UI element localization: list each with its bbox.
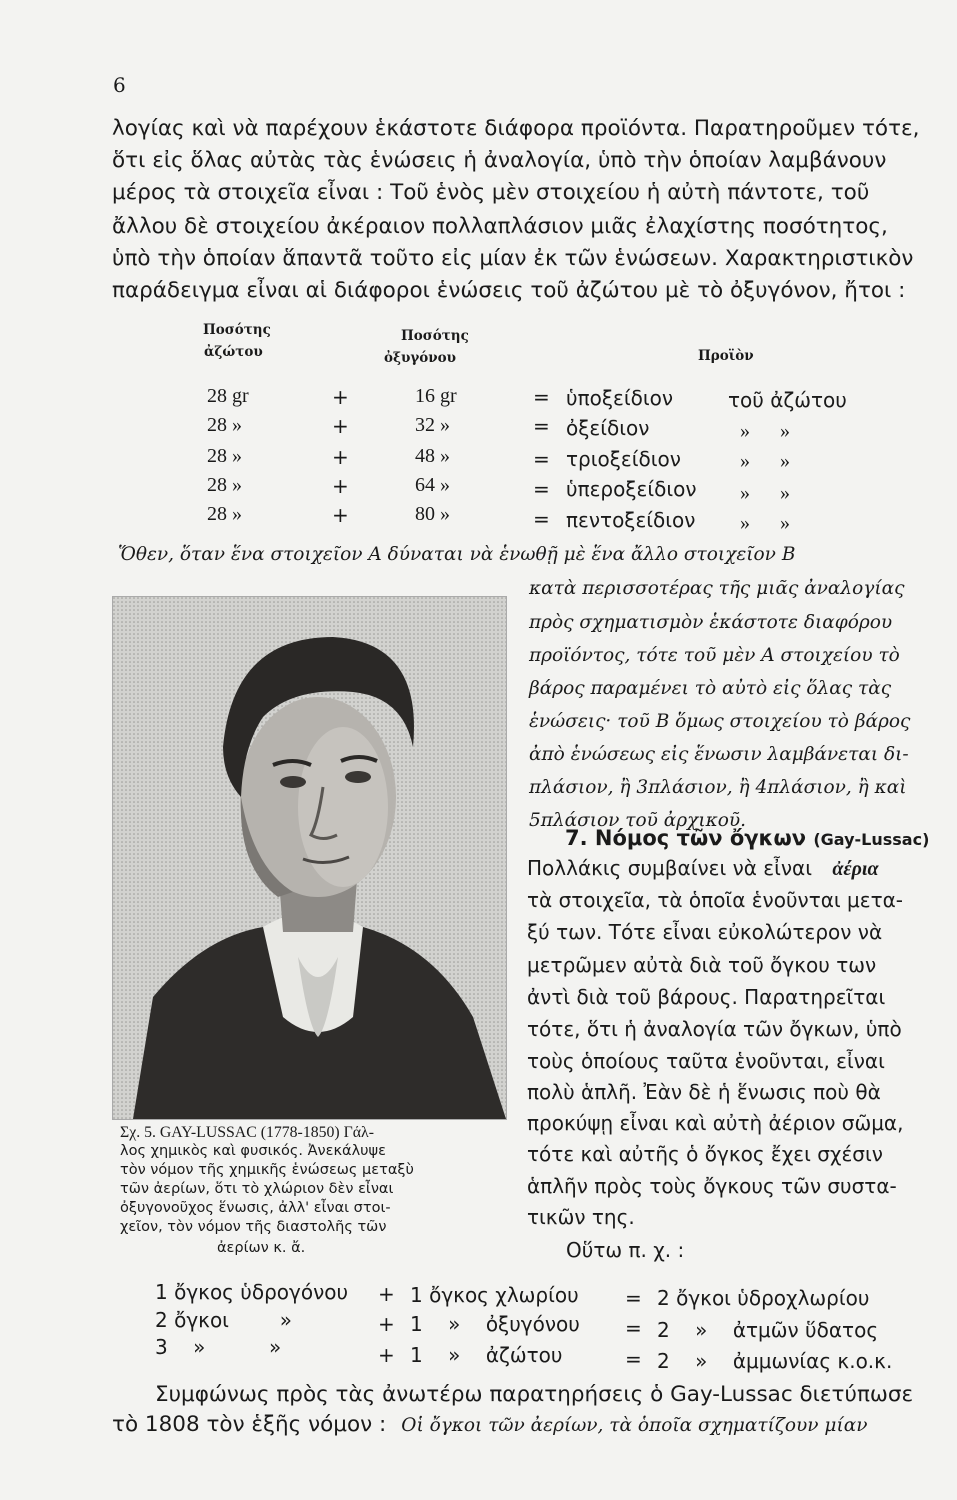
cell-plus: + — [332, 385, 349, 409]
section-line: Οὕτω π. χ. : — [566, 1238, 685, 1262]
section-line: τοὺς ὁποίους ταῦτα ἑνοῦνται, εἶναι — [527, 1049, 885, 1073]
cell-equals: = — [533, 507, 550, 531]
cell-plus: + — [378, 1312, 395, 1336]
intro-line: μέρος τὰ στοιχεῖα εἶναι : Τοῦ ἑνὸς μὲν στοιχείου ἡ αὐτὴ πάντοτε, τοῦ — [112, 180, 870, 205]
cell-a: 2 ὄγκοι » — [155, 1308, 293, 1332]
intro-line: ὅτι εἰς ὅλας αὐτὰς τὰς ἑνώσεις ἡ ἀναλογία, ὑπὸ τὴν ὁποίαν λαμβάνουν — [112, 148, 887, 173]
cell-nitrogen: 28 » — [207, 474, 242, 496]
header-oxygen-1: Ποσότης — [401, 328, 469, 344]
page-number: 6 — [113, 73, 126, 97]
cell-product: τριοξείδιον — [566, 447, 681, 471]
cell-product: πεντοξείδιον — [566, 508, 696, 532]
cell-equals: = — [533, 447, 550, 471]
section-line: ξύ των. Τότε εἶναι εὐκολώτερον νὰ — [527, 920, 883, 944]
intro-line: ἄλλου δὲ στοιχείου ἀκέραιον πολλαπλάσιον μιᾶς ἐλαχίστης ποσότητος, — [112, 214, 888, 239]
caption-line: ἀερίων κ. ἄ. — [217, 1240, 306, 1256]
section-title: Νόμος τῶν ὄγκων — [594, 826, 807, 850]
cell-oxygen: 64 » — [415, 474, 450, 496]
cell-nitrogen: 28 » — [207, 414, 242, 436]
cell-product: ὑποξείδιον — [566, 386, 673, 410]
section-heading — [565, 826, 929, 850]
italic-line: βάρος παραμένει τὸ αὐτὸ εἰς ὅλας τὰς — [529, 678, 892, 699]
italic-line: 5πλάσιον τοῦ ἀρχικοῦ. — [529, 810, 747, 831]
cell-of: τοῦ ἀζώτου — [728, 388, 847, 412]
section-line-text: Πολλάκις συμβαίνει νὰ εἶναι — [527, 856, 812, 880]
cell-equals: = — [533, 477, 550, 501]
cell-of: » » — [740, 512, 790, 534]
cell-b: 1 » ἀζώτου — [410, 1343, 563, 1367]
cell-plus: + — [378, 1282, 395, 1306]
cell-b: 1 » ὀξυγόνου — [410, 1312, 580, 1336]
section-line: τικῶν της. — [527, 1205, 635, 1229]
italic-line: πλάσιον, ἢ 3πλάσιον, ἢ 4πλάσιον, ἢ καὶ — [529, 777, 907, 798]
cell-of: » » — [740, 420, 790, 442]
section-line: τότε καὶ αὐτῆς ὁ ὄγκος ἔχει σχέσιν — [527, 1142, 883, 1166]
cell-oxygen: 32 » — [415, 414, 450, 436]
section-line: πολὺ ἁπλῆ. Ἐὰν δὲ ἡ ἕνωσις ποὺ θὰ — [527, 1080, 881, 1104]
header-nitrogen-2: ἀζώτου — [204, 344, 263, 360]
section-number: 7. — [565, 826, 588, 850]
cell-equals: = — [533, 414, 550, 438]
header-nitrogen-1: Ποσότης — [203, 322, 271, 338]
cell-of: » » — [740, 482, 790, 504]
cell-equals: = — [625, 1316, 642, 1340]
closing-line-start: τὸ 1808 τὸν ἑξῆς νόμον : — [112, 1412, 387, 1437]
cell-plus: + — [332, 474, 349, 498]
cell-of: » » — [740, 450, 790, 472]
section-emphasis: ἀέρια — [832, 858, 879, 880]
cell-product: ὀξείδιον — [566, 416, 650, 440]
cell-product: ὑπεροξείδιον — [566, 477, 697, 501]
cell-c: 2 » ἀμμωνίας κ.ο.κ. — [657, 1349, 893, 1373]
cell-equals: = — [625, 1286, 642, 1310]
caption-line: λος χημικὸς καὶ φυσικός. Ἀνεκάλυψε — [120, 1143, 386, 1159]
portrait-engraving — [113, 597, 506, 1119]
cell-oxygen: 48 » — [415, 445, 450, 467]
cell-equals: = — [533, 385, 550, 409]
italic-line: πρὸς σχηματισμὸν ἑκάστοτε διαφόρου — [529, 612, 893, 633]
cell-plus: + — [332, 414, 349, 438]
caption-line: τῶν ἀερίων, ὅτι τὸ χλώριον δὲν εἶναι — [120, 1181, 394, 1197]
section-author: (Gay-Lussac) — [813, 830, 930, 849]
intro-line: ὑπὸ τὴν ὁποίαν ἅπαντᾶ τοῦτο εἰς μίαν ἐκ τῶν ἑνώσεων. Χαρακτηριστικὸν — [112, 246, 914, 271]
cell-plus: + — [332, 503, 349, 527]
caption-line: τὸν νόμον τῆς χημικῆς ἑνώσεως μεταξὺ — [120, 1162, 414, 1178]
cell-nitrogen: 28 » — [207, 503, 242, 525]
intro-line: λογίας καὶ νὰ παρέχουν ἑκάστοτε διάφορα προϊόντα. Παρατηροῦμεν τότε, — [112, 116, 920, 141]
cell-oxygen: 16 gr — [415, 385, 457, 407]
section-line: ἁπλῆν πρὸς τοὺς ὄγκους τῶν συστα- — [527, 1174, 897, 1198]
cell-a: 1 ὄγκος ὑδρογόνου — [155, 1280, 349, 1304]
cell-oxygen: 80 » — [415, 503, 450, 525]
italic-line: ἀπὸ ἑνώσεως εἰς ἕνωσιν λαμβάνεται δι- — [529, 744, 909, 765]
section-line: τότε, ὅτι ἡ ἀναλογία τῶν ὄγκων, ὑπὸ — [527, 1017, 902, 1041]
closing-line-italic: Οἱ ὄγκοι τῶν ἀερίων, τὰ ὁποῖα σχηματίζουν μίαν — [401, 1415, 868, 1436]
cell-c: 2 » ἀτμῶν ὕδατος — [657, 1318, 879, 1342]
cell-equals: = — [625, 1347, 642, 1371]
cell-nitrogen: 28 » — [207, 445, 242, 467]
gay-lussac-portrait — [112, 596, 507, 1120]
closing-line — [112, 1412, 867, 1437]
italic-line: προϊόντος, τότε τοῦ μὲν Α στοιχείου τὸ — [529, 645, 900, 666]
cell-c: 2 ὄγκοι ὑδροχλωρίου — [657, 1286, 870, 1310]
italic-line: κατὰ περισσοτέρας τῆς μιᾶς ἀναλογίας — [529, 578, 905, 599]
section-line — [527, 856, 879, 881]
closing-line: Συμφώνως πρὸς τὰς ἀνωτέρω παρατηρήσεις ὁ Gay-Lussac διετύπωσε — [155, 1382, 914, 1407]
cell-a: 3 » » — [155, 1335, 282, 1359]
intro-line: παράδειγμα εἶναι αἱ διάφοροι ἑνώσεις τοῦ ἀζώτου μὲ τὸ ὀξυγόνον, ἤτοι : — [112, 278, 906, 303]
section-line: τὰ στοιχεῖα, τὰ ὁποῖα ἑνοῦνται μετα- — [527, 888, 904, 912]
cell-b: 1 ὄγκος χλωρίου — [410, 1283, 579, 1307]
section-line: προκύψῃ εἶναι καὶ αὐτὴ ἀέριον σῶμα, — [527, 1111, 904, 1135]
cell-nitrogen: 28 gr — [207, 385, 249, 407]
caption-line: Σχ. 5. GAY-LUSSAC (1778-1850) Γάλ- — [120, 1124, 374, 1141]
caption-line: ὀξυγονοῦχος ἕνωσις, ἀλλ' εἶναι στοι- — [120, 1200, 391, 1216]
section-line: μετρῶμεν αὐτὰ διὰ τοῦ ὄγκου των — [527, 953, 877, 977]
header-oxygen-2: ὀξυγόνου — [384, 350, 457, 366]
cell-plus: + — [378, 1343, 395, 1367]
cell-plus: + — [332, 445, 349, 469]
caption-line: χεῖον, τὸν νόμον τῆς διαστολῆς τῶν — [120, 1219, 387, 1235]
italic-line: Ὅθεν, ὅταν ἕνα στοιχεῖον Α δύναται νὰ ἑνωθῇ μὲ ἕνα ἄλλο στοιχεῖον Β — [118, 544, 796, 565]
header-product: Προϊὸν — [698, 348, 754, 364]
section-line: ἀντὶ διὰ τοῦ βάρους. Παρατηρεῖται — [527, 985, 886, 1009]
italic-line: ἑνώσεις· τοῦ Β ὅμως στοιχείου τὸ βάρος — [529, 711, 911, 732]
